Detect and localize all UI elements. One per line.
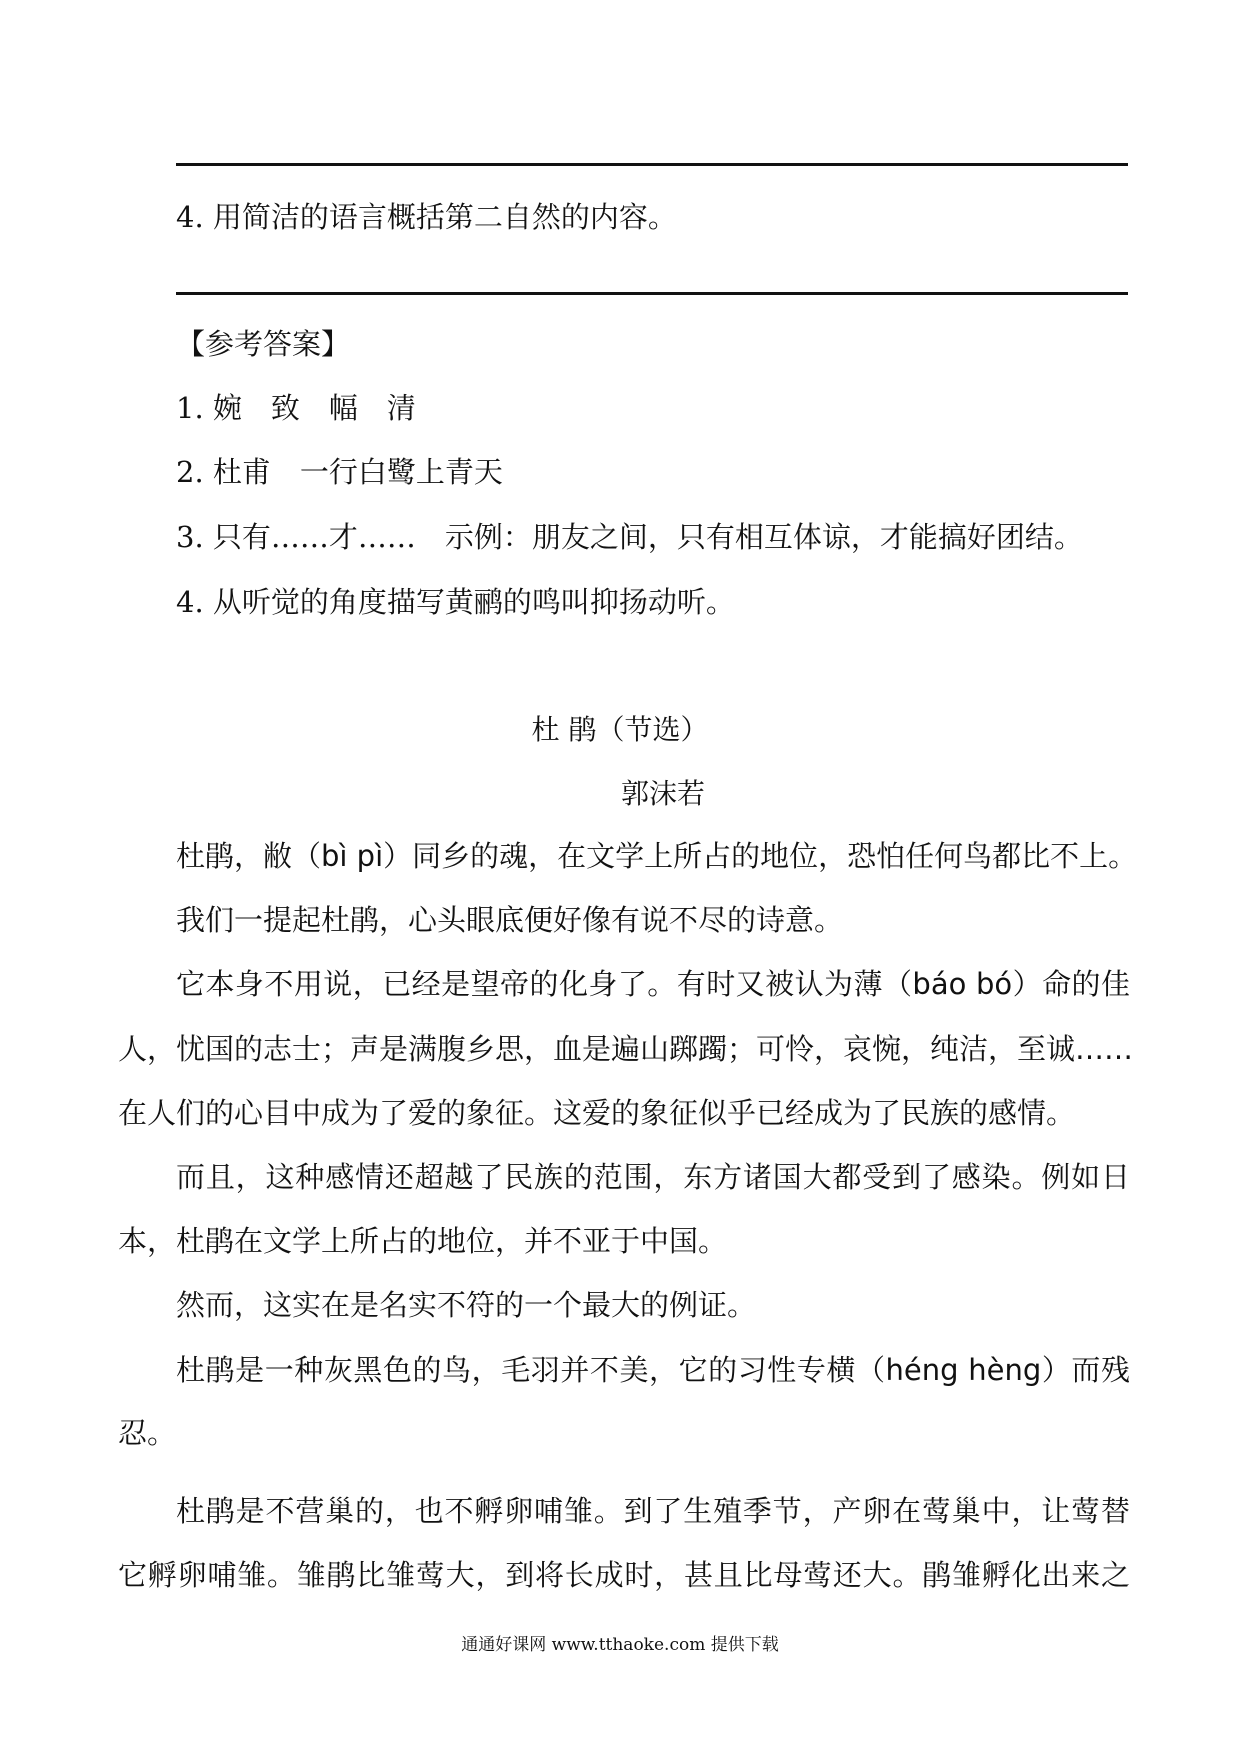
article-title: 杜 鹃（节选） [531, 713, 709, 746]
answer-1: 1. 婉 致 幅 清 [176, 391, 416, 425]
article-line: 忍。 [118, 1416, 177, 1450]
article-line: 然而，这实在是名实不符的一个最大的例证。 [176, 1288, 757, 1322]
article-line: 人，忧国的志士；声是满腹乡思，血是遍山踯躅；可怜，哀惋，纯洁，至诚…… [118, 1032, 1134, 1066]
article-line: 它孵卵哺雏。雏鹃比雏莺大，到将长成时，甚且比母莺还大。鹃雏孵化出来之 [118, 1558, 1130, 1592]
article-author: 郭沫若 [620, 777, 705, 810]
article-line: 杜鹃是一种灰黑色的鸟，毛羽并不美，它的习性专横（héng hèng）而残 [176, 1353, 1130, 1387]
article-line: 它本身不用说，已经是望帝的化身了。有时又被认为薄（báo bó）命的佳 [176, 967, 1130, 1001]
article-line: 杜鹃是不营巢的，也不孵卵哺雏。到了生殖季节，产卵在莺巢中，让莺替 [176, 1494, 1130, 1528]
article-line: 杜鹃，敝（bì pì）同乡的魂，在文学上所占的地位，恐怕任何鸟都比不上。 [176, 839, 1138, 873]
answer-line-q4 [176, 292, 1128, 295]
answer-line-q3 [176, 163, 1128, 166]
article-line: 在人们的心目中成为了爱的象征。这爱的象征似乎已经成为了民族的感情。 [118, 1096, 1076, 1130]
answers-header: 【参考答案】 [176, 327, 351, 361]
question-4: 4. 用简洁的语言概括第二自然的内容。 [176, 200, 677, 234]
answer-4: 4. 从听觉的角度描写黄鹂的鸣叫抑扬动听。 [176, 585, 735, 619]
article-line: 而且，这种感情还超越了民族的范围，东方诸国大都受到了感染。例如日 [176, 1160, 1130, 1194]
answer-2: 2. 杜甫 一行白鹭上青天 [176, 455, 503, 489]
article-line: 本，杜鹃在文学上所占的地位，并不亚于中国。 [118, 1224, 728, 1258]
article-line: 我们一提起杜鹃，心头眼底便好像有说不尽的诗意。 [176, 903, 844, 937]
page-footer: 通通好课网 www.tthaoke.com 提供下载 [461, 1635, 779, 1655]
answer-3: 3. 只有……才…… 示例：朋友之间，只有相互体谅，才能搞好团结。 [176, 520, 1083, 554]
